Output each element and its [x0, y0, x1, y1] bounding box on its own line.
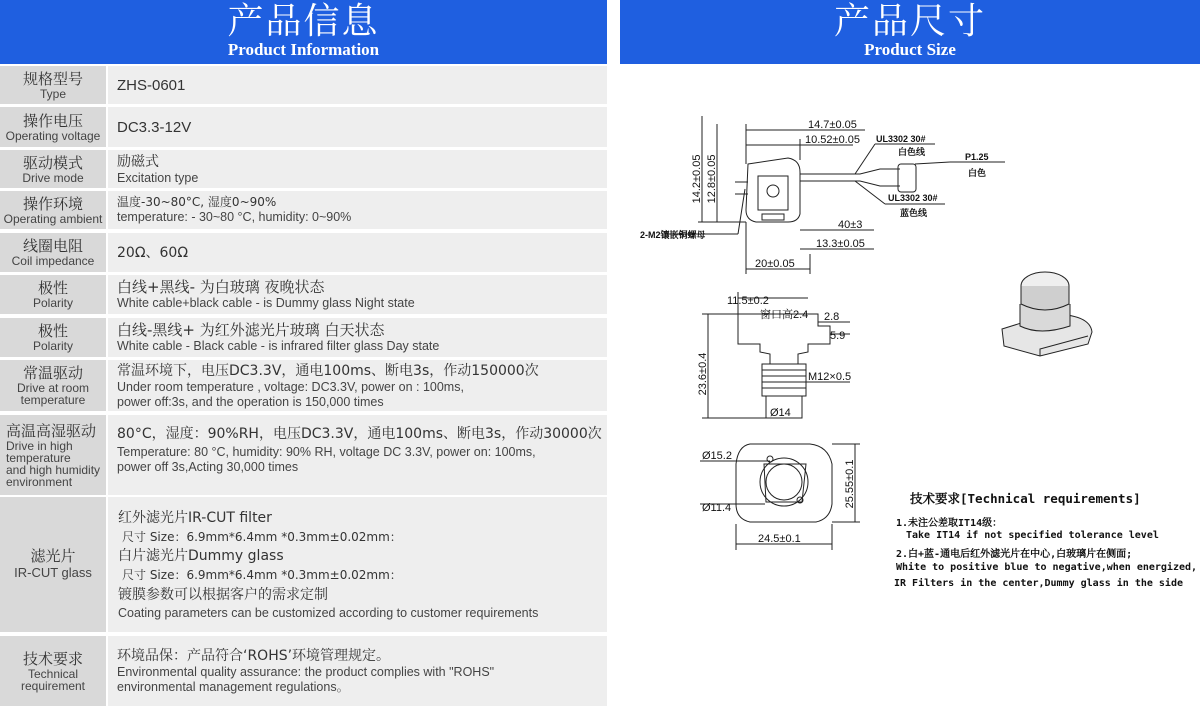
dim-label: 12.8±0.05 — [706, 154, 718, 204]
row-value-en: power off:3s, and the operation is 150,000 times — [117, 394, 384, 409]
dim-label: 20±0.05 — [755, 258, 795, 270]
row-label-en: environment — [6, 474, 73, 489]
row-label-en: Operating ambient — [3, 211, 103, 226]
spec-row-drive-mode — [0, 150, 607, 188]
tech-line-5: IR Filters in the center,Dummy glass in the side — [894, 578, 1183, 589]
spec-row-technical-requirement — [0, 636, 607, 706]
dummy-glass-title: 白片滤光片Dummy glass — [118, 548, 284, 564]
row-label-en: temperature — [6, 450, 71, 465]
connector-label: 白色 — [968, 168, 987, 178]
coating-note-zh: 镀膜参数可以根据客户的需求定制 — [118, 587, 328, 603]
spec-row-high-temp-drive — [0, 415, 607, 495]
row-label-zh: 滤光片 — [30, 547, 76, 565]
row-value-en: Under room temperature , voltage: DC3.3V, power on : 100ms, — [117, 379, 464, 394]
connector — [898, 164, 916, 192]
row-label-en: Polarity — [32, 339, 73, 353]
row-label-zh: 操作电压 — [22, 111, 83, 130]
spec-row-type — [0, 66, 607, 104]
row-label-en: temperature — [20, 393, 86, 407]
nut-callout: 2-M2镶嵌铜螺母 — [640, 230, 706, 240]
row-label-en: Drive at room — [16, 381, 90, 395]
row-label-en: Polarity — [32, 296, 73, 310]
row-value-en: Temperature: 80 °C, humidity: 90% RH, voltage DC 3.3V, power on: 100ms, — [117, 445, 536, 459]
module-bottom-view — [736, 444, 832, 522]
row-value: 20Ω、60Ω — [117, 244, 189, 261]
module-top-view — [746, 158, 800, 222]
dim-label: 25.55±0.1 — [844, 459, 856, 509]
row-label-zh: 极性 — [37, 322, 68, 340]
dim-label: 10.52±0.05 — [805, 134, 860, 146]
dim-label: 11.5±0.2 — [727, 295, 769, 307]
coating-note-en: Coating parameters can be customized according to customer requirements — [118, 606, 539, 620]
row-label-zh: 技术要求 — [22, 649, 83, 668]
row-value-zh: 白线-黑线+ 为红外滤光片玻璃 白天状态 — [117, 321, 385, 339]
row-value: DC3.3-12V — [117, 118, 192, 136]
dim-label: 14.7±0.05 — [808, 119, 857, 131]
spec-row-room-temp-drive — [0, 360, 607, 411]
header-title-zh: 产品尺寸 — [833, 1, 986, 42]
connector-spec: P1.25 — [965, 152, 989, 162]
row-label-zh: 驱动模式 — [22, 153, 83, 172]
product-size-header — [620, 0, 1200, 64]
row-value-en: power off 3s,Acting 30,000 times — [117, 460, 299, 474]
row-label-en: and high humidity — [6, 462, 101, 477]
row-label-en: Drive mode — [22, 170, 84, 185]
tech-line-1: 1.未注公差取IT14级： — [896, 518, 1003, 529]
row-value-zh: 环境品保：产品符合‘ROHS’环境管理规定。 — [117, 648, 391, 664]
row-label-en: Technical — [27, 666, 79, 681]
row-value-en: temperature: - 30~80 °C, humidity: 0~90% — [117, 210, 352, 224]
dim-label: 23.6±0.4 — [697, 352, 709, 396]
row-label-zh: 高温高湿驱动 — [6, 421, 97, 440]
dim-label: 24.5±0.1 — [758, 533, 801, 545]
header-title-zh: 产品信息 — [227, 1, 380, 42]
row-label-zh: 极性 — [37, 279, 68, 297]
wire-blue-spec: UL3302 30# — [888, 193, 938, 203]
row-value-zh: 白线+黑线- 为白玻璃 夜晚状态 — [117, 278, 325, 296]
row-label-zh: 常温驱动 — [22, 364, 83, 382]
spec-row-ambient — [0, 191, 607, 229]
dim-label: 5.9 — [830, 330, 846, 342]
row-label-zh: 规格型号 — [22, 69, 83, 88]
row-value: ZHS-0601 — [117, 76, 186, 94]
row-value-zh: 80°C，湿度：90%RH，电压DC3.3V，通电100ms、断电3s，作动30000次 — [117, 426, 602, 442]
row-label-en: Coil impedance — [11, 254, 95, 268]
dim-label: Ø14 — [770, 407, 791, 419]
row-label-zh: 操作环境 — [22, 194, 83, 213]
tech-line-2: Take IT14 if not specified tolerance level — [906, 530, 1159, 541]
spec-row-coil — [0, 233, 607, 272]
spec-row-polarity-day — [0, 318, 607, 357]
header-title-en: Product Information — [227, 40, 380, 59]
ircut-filter-size: 尺寸 Size：6.9mm*6.4mm *0.3mm±0.02mm： — [122, 530, 402, 544]
row-label-en: IR-CUT glass — [14, 565, 92, 580]
dim-label: 40±3 — [838, 219, 863, 231]
wire-white-label: 白色线 — [898, 147, 926, 157]
row-value-zh: 励磁式 — [117, 153, 159, 170]
row-value-en: Environmental quality assurance: the product complies with "ROHS" — [117, 665, 495, 679]
dim-label: 13.3±0.05 — [816, 238, 865, 250]
tech-line-4: White to positive blue to negative,when energized, — [896, 562, 1198, 573]
dim-label: 窗口高2.4 — [760, 309, 809, 321]
dim-label: M12×0.5 — [808, 371, 852, 383]
wire-blue-label: 蓝色线 — [900, 208, 928, 218]
wire-lead — [800, 169, 900, 174]
row-value-zh: 温度-30~80°C, 湿度0~90% — [117, 195, 277, 209]
tech-line-3: 2.白+蓝-通电后红外滤光片在中心,白玻璃片在侧面; — [896, 549, 1133, 560]
spec-row-polarity-night — [0, 275, 607, 314]
spec-row-ircut-glass — [0, 497, 607, 632]
row-value-zh: 常温环境下，电压DC3.3V，通电100ms、断电3s，作动150000次 — [117, 362, 539, 379]
spec-row-voltage — [0, 107, 607, 147]
dummy-glass-size: 尺寸 Size：6.9mm*6.4mm *0.3mm±0.02mm： — [122, 568, 402, 582]
row-label-en: requirement — [20, 678, 86, 693]
row-value-en: Excitation type — [117, 170, 199, 185]
row-label-en: Type — [39, 86, 66, 101]
row-value-en: White cable - Black cable - is infrared filter glass Day state — [117, 339, 440, 353]
ircut-filter-title: 红外滤光片IR-CUT filter — [118, 510, 272, 526]
dim-label: Ø15.2 — [702, 450, 732, 462]
dim-label: 14.2±0.05 — [691, 154, 703, 204]
tech-requirements-title: 技术要求[Technical requirements] — [910, 491, 1141, 506]
row-label-en: Operating voltage — [5, 128, 101, 143]
dim-label: Ø11.4 — [702, 502, 732, 514]
row-value-en: White cable+black cable - is Dummy glass Night state — [117, 296, 415, 310]
dim-label: 2.8 — [824, 311, 840, 323]
row-label-en: Drive in high — [6, 438, 73, 453]
row-value-en: environmental management regulations。 — [117, 680, 350, 694]
wire-white-spec: UL3302 30# — [876, 134, 926, 144]
row-label-zh: 线圈电阻 — [22, 237, 83, 255]
header-title-en: Product Size — [864, 40, 956, 59]
product-3d-render — [1002, 272, 1092, 356]
product-information-header — [0, 0, 607, 64]
module-side-view — [738, 314, 830, 364]
